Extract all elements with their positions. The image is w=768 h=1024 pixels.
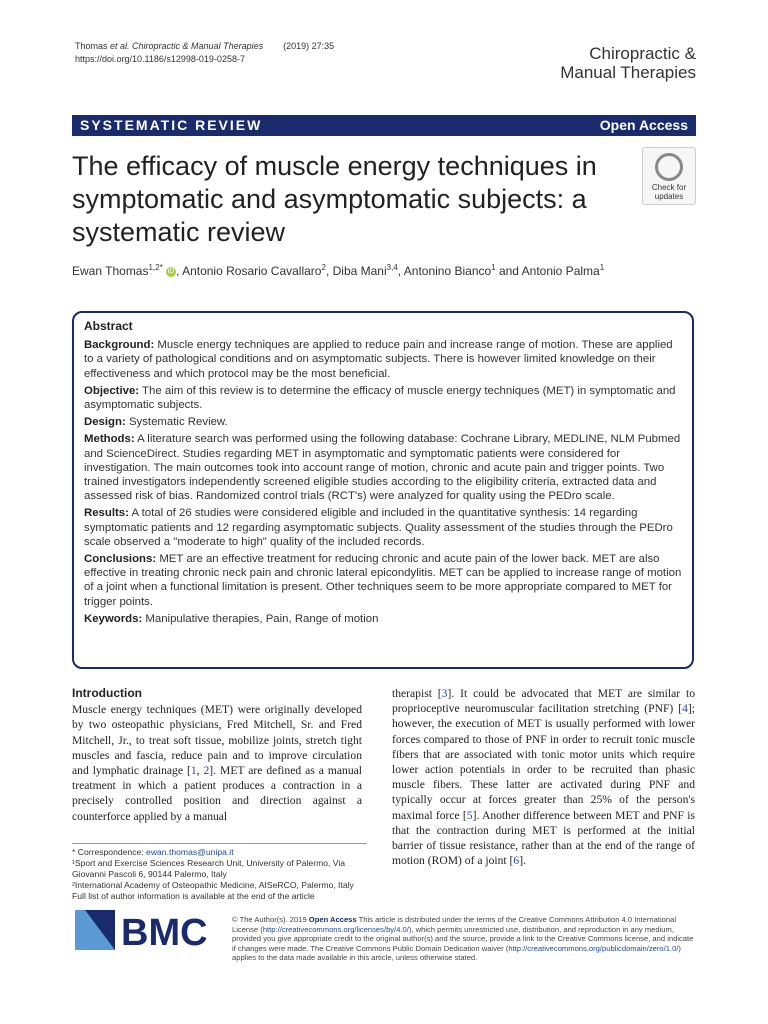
article-type-banner — [72, 115, 696, 136]
author-name[interactable]: and Antonio Palma — [495, 264, 600, 278]
abstract-design: Design: Systematic Review. — [84, 416, 228, 429]
abstract-background: Background: Muscle energy techniques are applied to reduce pain and increase range of motion. These are applied to a variety of pathological conditions and on asymptomatic subjects. There is however limited knowledge on their effectiveness and which protocol may be the most beneficial. — [84, 339, 673, 380]
journal-name: Chiropractic & Manual Therapies — [560, 44, 696, 82]
license-text: © The Author(s). 2019 Open Access This article is distributed under the terms of the Creative Commons Attribution 4.0 International License (http://creativecommons.org/licenses/by/4.0/), which permits unrestricted use, distribution, and reproduction in any medium, provided you give appropriate credit to the original author(s) and the source, provide a link to the Creative Commons license, and indicate if changes were made. The Creative Commons Public Domain Dedication waiver (http://creativecommons.org/publicdomain/zero/1.0/) applies to the data made available in this article, unless otherwise stated. — [232, 915, 694, 963]
abstract-keywords: Keywords: Manipulative therapies, Pain, Range of motion — [84, 612, 379, 625]
citation-link[interactable]: 5 — [466, 808, 473, 822]
citation-author: Thomas — [75, 41, 111, 51]
abstract-conclusions: Conclusions: MET are an effective treatment for reducing chronic and acute pain of the lower back. MET are also effective in treating chronic neck pain and chronic lateral epicondylitis. MET can be applied to increase range of motion of a joint when a functional limitation is present. Other techniques seem to be more appropriate compared to MET for trigger points. — [84, 553, 682, 608]
citation-link[interactable]: 4 — [682, 702, 688, 716]
abstract-methods: Methods: A literature search was performed using the following database: Cochrane Library, MEDLINE, NLM Pubmed and ScienceDirect. Studies regarding MET in asymptomatic and symptomatic patients were considered for investigation. The main outcomes took into account range of motion, chronic and acute pain and trigger points. Two trained investigators independently screened eligible studies according to the eligibility criteria, extracted data and assessed risk of bias. Randomized control trials (RCT's) were analyzed for quality using the PEDro scale. — [84, 433, 681, 503]
abstract-box — [72, 311, 694, 669]
license-link[interactable]: http://creativecommons.org/licenses/by/4.0/ — [262, 924, 409, 934]
citation-link[interactable]: 1 — [190, 764, 197, 778]
citation-link[interactable]: 6 — [513, 854, 520, 868]
author-name[interactable]: Ewan Thomas — [72, 264, 149, 278]
citation-link[interactable]: 2 — [203, 764, 210, 778]
article-type: SYSTEMATIC REVIEW — [80, 117, 263, 133]
doi-link[interactable]: https://doi.org/10.1186/s12998-019-0258-7 — [75, 54, 245, 64]
svg-text:BMC: BMC — [121, 912, 208, 950]
crossmark-icon — [655, 153, 683, 181]
author-name[interactable]: , Antonino Bianco — [397, 264, 492, 278]
abstract-results: Results: A total of 26 studies were considered eligible and included in the quantitative synthesis: 14 regarding symptomatic patients and 12 regarding asymptomatic subjects. Quality assessment of the studies through the PEDro scale observed a "moderate to high" quality of the included records. — [84, 507, 673, 548]
citation-journal: et al. Chiropractic & Manual Therapies — [110, 41, 264, 51]
citation-year: (2019) 27:35 — [283, 41, 335, 51]
citation-link[interactable]: 3 — [441, 687, 448, 700]
author-name[interactable]: , Diba Mani — [325, 264, 387, 278]
citation-header — [75, 40, 334, 66]
author-name[interactable]: , Antonio Rosario Cavallaro — [176, 264, 322, 278]
public-domain-link[interactable]: http://creativecommons.org/publicdomain/zero/1.0/ — [508, 943, 679, 953]
intro-left-column: Introduction Muscle energy techniques (MET) were originally developed by two osteopathic physicians, Fred Mitchell, Sr. and Fred Mitchell, Jr., to treat soft tissue, mobilize joints, stretch tight muscles and fascia, reduce pain and to improve circulation and lymphatic drainage [1, 2]. MET are defined as a manual treatment in which a patient produces a contraction in a precisely controlled position and direction against a counterforce applied by a manual — [72, 686, 362, 823]
email-link[interactable]: ewan.thomas@unipa.it — [146, 847, 234, 857]
orcid-icon[interactable]: iD — [167, 267, 175, 275]
open-access-label: Open Access — [599, 117, 688, 133]
intro-right-column: therapist [3]. It could be advocated that MET are similar to proprioceptive neuromuscular facilitation stretching (PNF) [4]; however, the execution of MET is usually performed with lower forces compared to those of PNF in order to recruit tonic muscle fibers that are associated with tonic motor units which require lower action potentials in order to be recruited than phasic muscle fibers. These latter are activated during PNF and typically occur at forces greater than 25% of the person's maximal force [5]. Another difference between MET and PNF is that the contraction during MET is performed at the initial barrier of tissue resistance, rather than at the end of the range of motion (ROM) of a joint [6]. — [392, 687, 695, 868]
abstract-objective: Objective: The aim of this review is to determine the efficacy of muscle energy techniques (MET) in symptomatic and asymptomatic subjects. — [84, 384, 676, 412]
check-for-updates-badge[interactable]: Check for updates — [642, 147, 696, 205]
author-list: Ewan Thomas$^{1,2*}$ iD , Antonio Rosario Cavallaro$^2$, Diba Mani$^{3,4}$, Antonino Bianco$^1$ and Antonio Palma$^1$ — [72, 263, 605, 278]
correspondence-footnote: * Correspondence: ewan.thomas@unipa.it ¹Sport and Exercise Sciences Research Unit, University of Palermo, Via Giovanni Pascoli 6, 90144 Palermo, Italy ²International Academy of Osteopathic Medicine, AISeRCO, Palermo, Italy Full list of author information is available at the end of the article — [72, 843, 367, 902]
intro-heading: Introduction — [72, 686, 142, 700]
article-title: The efficacy of muscle energy techniques in symptomatic and asymptomatic subjects: a systematic review — [72, 151, 597, 247]
abstract-heading: Abstract — [84, 319, 133, 333]
bmc-logo — [75, 910, 215, 950]
